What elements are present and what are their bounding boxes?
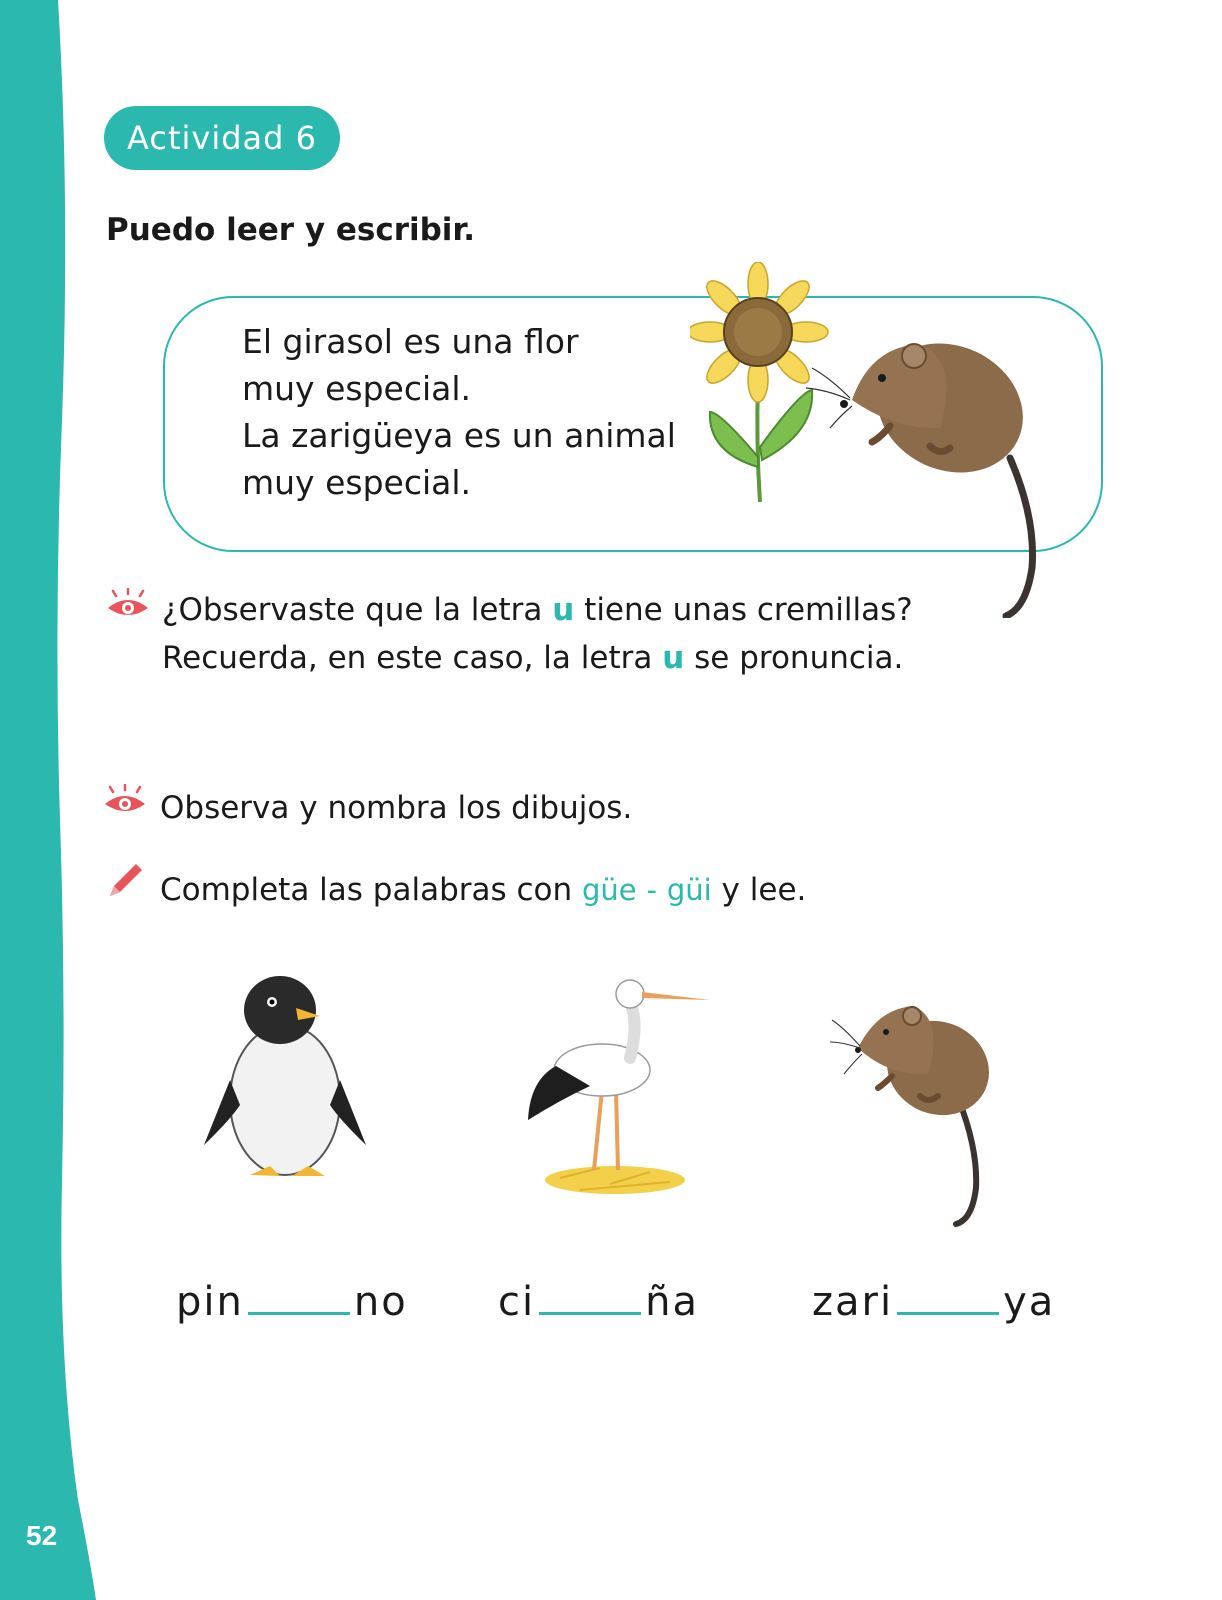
- complete-instruction: [160, 866, 806, 914]
- observe-note-line-2: [162, 634, 913, 682]
- blank-field[interactable]: [248, 1276, 350, 1315]
- blank-field[interactable]: [539, 1276, 641, 1315]
- instruction-text: y lee.: [711, 872, 807, 908]
- word-part: ña: [645, 1279, 699, 1325]
- page-heading: Puedo leer y escribir.: [106, 212, 476, 248]
- reading-line: muy especial.: [242, 369, 472, 408]
- blank-field[interactable]: [897, 1276, 999, 1315]
- note-text: tiene unas cremillas?: [574, 592, 913, 628]
- syllable-separator: -: [646, 873, 657, 907]
- observe-note-line-1: [162, 586, 913, 634]
- penguin-illustration: [200, 970, 370, 1190]
- reading-line: El girasol es una flor: [242, 322, 579, 361]
- word-part: zari: [812, 1279, 894, 1325]
- pencil-icon: [104, 860, 146, 902]
- fill-word-stork: [498, 1276, 699, 1325]
- page-number: 52: [26, 1520, 58, 1551]
- observe-instruction: Observa y nombra los dibujos.: [160, 790, 633, 826]
- note-text: se pronuncia.: [684, 640, 904, 676]
- note-text: ¿Observaste que la letra: [162, 592, 553, 628]
- opossum-illustration: [828, 988, 1008, 1228]
- word-part: ya: [1003, 1279, 1056, 1325]
- side-band: [0, 0, 100, 1600]
- eye-icon: [106, 588, 150, 622]
- word-part: ci: [498, 1279, 536, 1325]
- word-part: no: [353, 1279, 408, 1325]
- opossum-illustration: [800, 318, 1090, 618]
- stork-illustration: [520, 970, 720, 1200]
- syllable-option: güi: [666, 873, 712, 907]
- reading-line: La zarigüeya es un animal: [242, 416, 676, 455]
- reading-line: muy especial.: [242, 463, 472, 502]
- fill-word-opossum: [812, 1276, 1055, 1325]
- activity-badge: Actividad 6: [104, 106, 340, 170]
- eye-icon: [103, 784, 147, 818]
- reading-text: [242, 318, 676, 506]
- instruction-text: Completa las palabras con: [160, 872, 583, 908]
- note-text: Recuerda, en este caso, la letra: [162, 640, 663, 676]
- fill-word-penguin: [176, 1276, 408, 1325]
- letter-u: u: [662, 640, 685, 676]
- word-part: pin: [176, 1279, 244, 1325]
- syllable-option: güe: [582, 873, 637, 907]
- observe-note: [162, 586, 913, 682]
- letter-u: u: [552, 592, 575, 628]
